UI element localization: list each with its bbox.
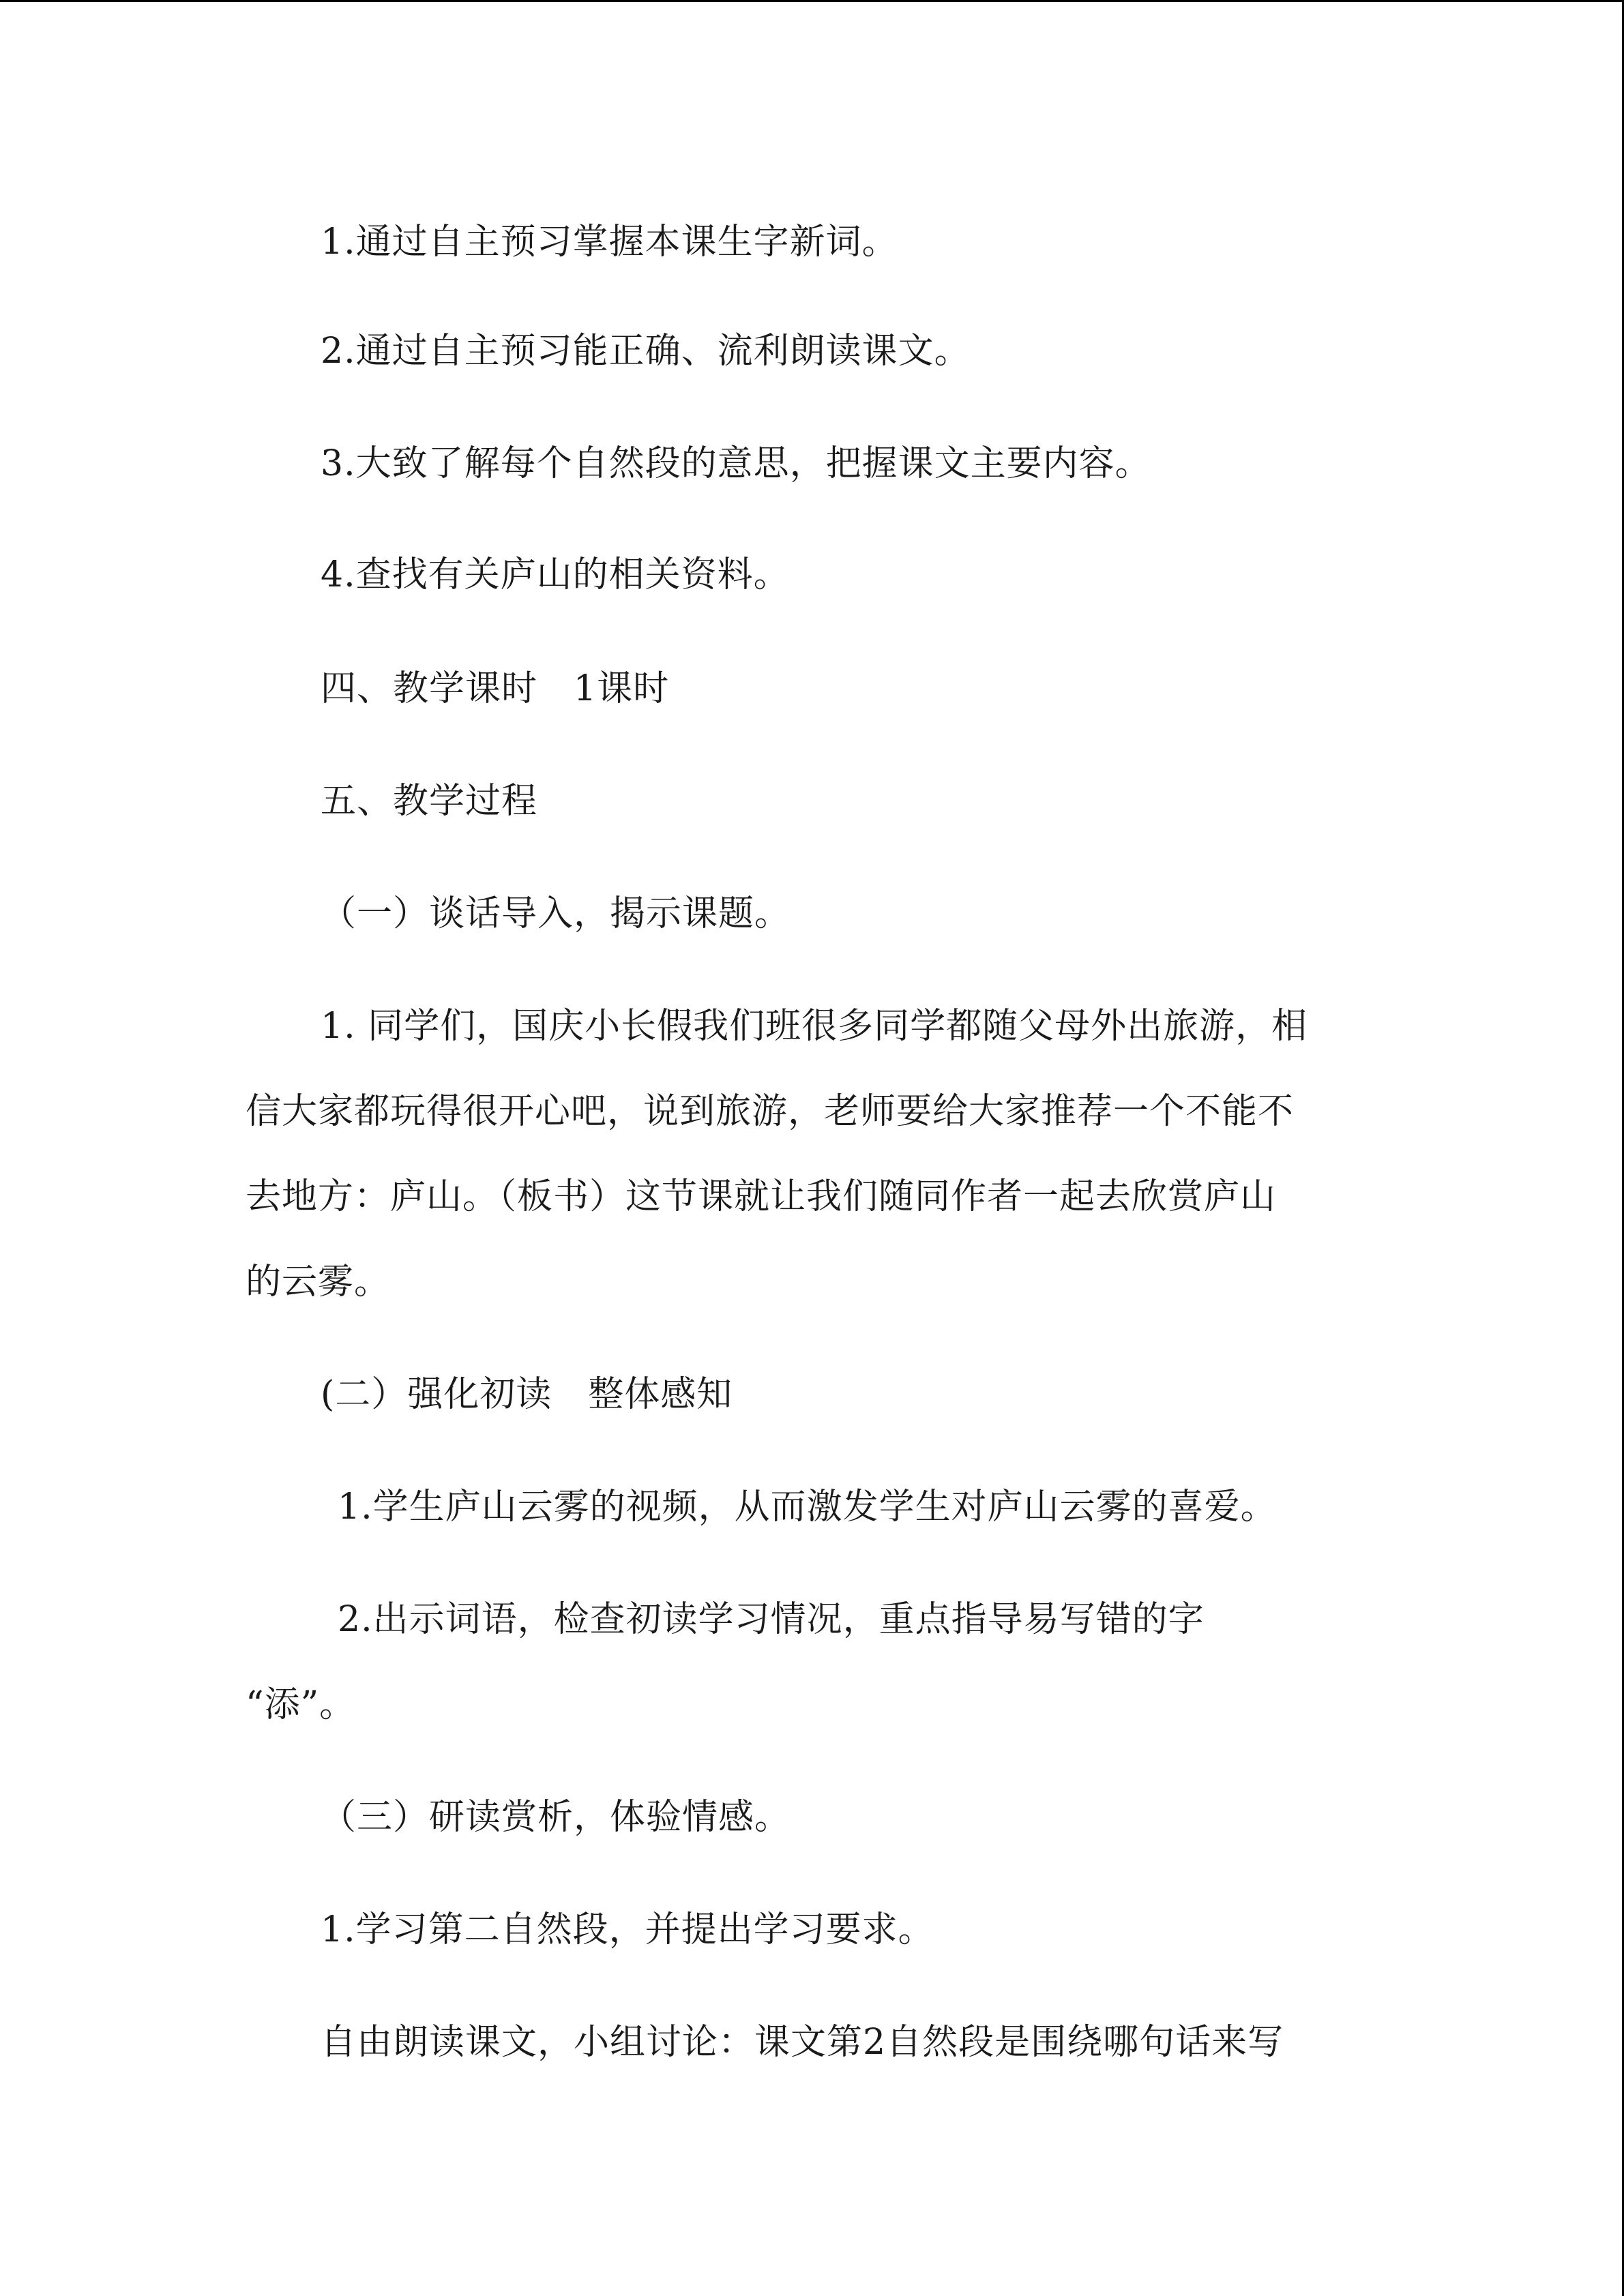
study-step-line: 1.学习第二自然段，并提出学习要求。: [321, 1909, 934, 1950]
step-line-1: 1.学生庐山云雾的视频，从而激发学生对庐山云雾的喜爱。: [338, 1487, 1277, 1527]
subheading-intro: （一）谈话导入，揭示课题。: [321, 893, 791, 934]
page-top-border: [0, 0, 1624, 2]
objective-line-3: 3.大致了解每个自然段的意思，把握课文主要内容。: [321, 443, 1151, 484]
paragraph-line-2: 信大家都玩得很开心吧，说到旅游，老师要给大家推荐一个不能不: [246, 1091, 1295, 1132]
paragraph-line-3: 去地方：庐山。（板书）这节课就让我们随同作者一起去欣赏庐山: [246, 1176, 1277, 1217]
objective-line-2: 2.通过自主预习能正确、流利朗读课文。: [321, 331, 971, 372]
subheading-first-reading: (二）强化初读 整体感知: [321, 1374, 733, 1415]
step-line-2-continued: “添”。: [246, 1684, 356, 1725]
objective-line-4: 4.查找有关庐山的相关资料。: [321, 554, 790, 595]
paragraph-line-4: 的云雾。: [246, 1262, 391, 1302]
discussion-line: 自由朗读课文，小组讨论：课文第2自然段是围绕哪句话来写: [321, 2022, 1284, 2063]
subheading-analysis: （三）研读赏析，体验情感。: [321, 1797, 791, 1838]
step-line-2: 2.出示词语，检查初读学习情况，重点指导易写错的字: [338, 1599, 1205, 1640]
section-heading-process: 五、教学过程: [321, 781, 538, 822]
paragraph-line-1: 1. 同学们，国庆小长假我们班很多同学都随父母外出旅游，相: [321, 1006, 1308, 1047]
objective-line-1: 1.通过自主预习掌握本课生字新词。: [321, 222, 898, 263]
section-heading-class-hours: 四、教学课时 1课时: [321, 668, 670, 709]
